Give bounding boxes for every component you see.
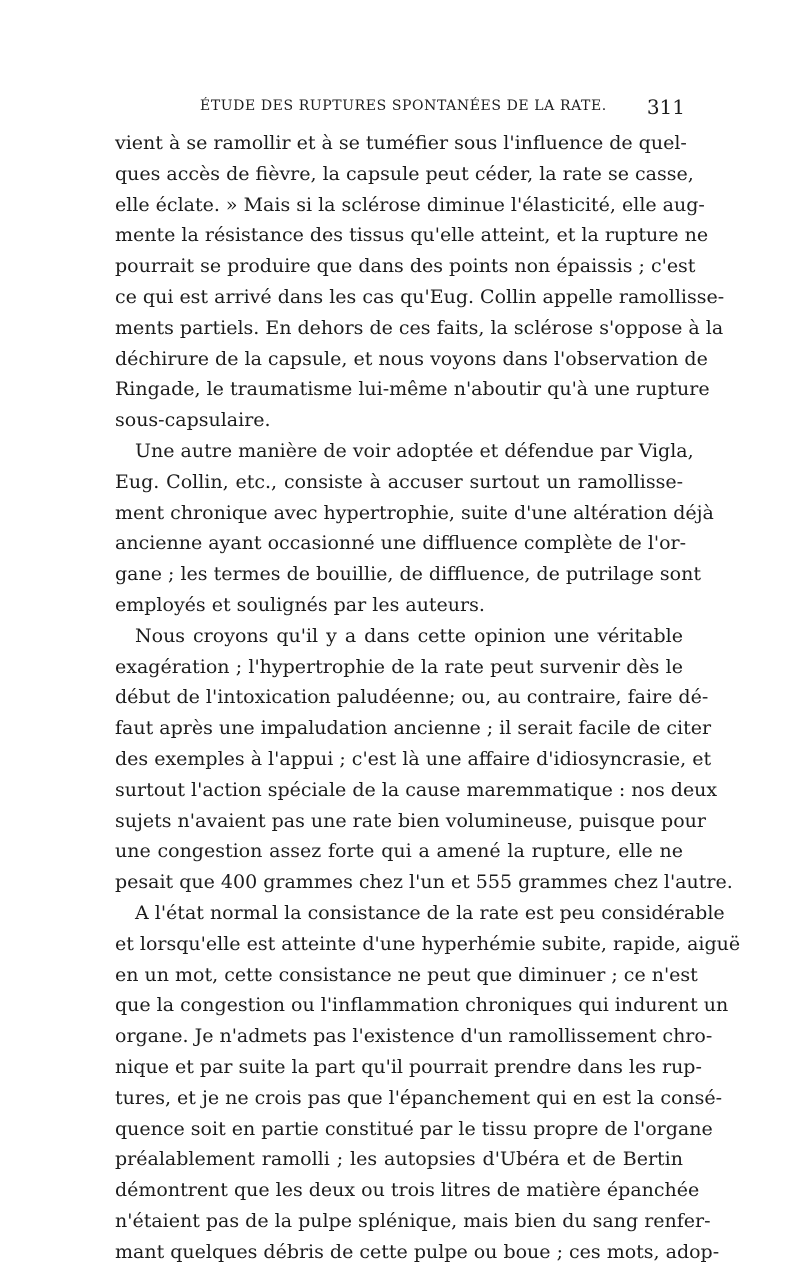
text-line: nique et par suite la part qu'il pourrait prendre dans les rup- bbox=[115, 1055, 702, 1078]
text-line: et lorsqu'elle est atteinte d'une hyperhémie subite, rapide, aiguë bbox=[115, 932, 741, 955]
text-line: n'étaient pas de la pulpe splénique, mais bien du sang renfer- bbox=[115, 1209, 711, 1232]
text-line: pourrait se produire que dans des points non épaissis ; c'est bbox=[115, 255, 696, 278]
text-line: gane ; les termes de bouillie, de diffluence, de putrilage sont bbox=[115, 563, 701, 586]
text-line: vient à se ramollir et à se tuméfier sous l'influence de quel- bbox=[115, 132, 687, 154]
text-line: organe. Je n'admets pas l'existence d'un ramollissement chro- bbox=[115, 1025, 713, 1048]
text-line: en un mot, cette consistance ne peut que diminuer ; ce n'est bbox=[115, 963, 698, 986]
text-line: mente la résistance des tissus qu'elle atteint, et la rupture ne bbox=[115, 224, 709, 247]
text-line: employés et soulignés par les auteurs. bbox=[115, 593, 485, 616]
text-line: Une autre manière de voir adoptée et défendue par Vigla, bbox=[135, 439, 694, 462]
text-line: déchirure de la capsule, et nous voyons dans l'observation de bbox=[115, 347, 708, 370]
text-line: que la congestion ou l'inflammation chroniques qui indurent un bbox=[115, 994, 729, 1017]
text-line: elle éclate. » Mais si la sclérose diminue l'élasticité, elle aug- bbox=[115, 193, 705, 216]
text-line: A l'état normal la consistance de la rate est peu considérable bbox=[135, 901, 725, 924]
text-line: préalablement ramolli ; les autopsies d'Ubéra et de Bertin bbox=[115, 1148, 683, 1171]
text-line: Ringade, le traumatisme lui-même n'aboutir qu'à une rupture bbox=[115, 378, 710, 401]
text-line: début de l'intoxication paludéenne; ou, au contraire, faire dé- bbox=[115, 686, 709, 709]
text-line: Eug. Collin, etc., consiste à accuser surtout un ramollisse- bbox=[115, 470, 683, 493]
body-text bbox=[115, 128, 741, 1267]
text-line: des exemples à l'appui ; c'est là une affaire d'idiosyncrasie, et bbox=[115, 747, 712, 770]
text-line: surtout l'action spéciale de la cause maremmatique : nos deux bbox=[115, 778, 718, 801]
text-line: démontrent que les deux ou trois litres de matière épanchée bbox=[115, 1179, 700, 1202]
text-line: une congestion assez forte qui a amené la rupture, elle ne bbox=[115, 840, 683, 863]
page-header bbox=[115, 95, 685, 121]
text-line: sujets n'avaient pas une rate bien volumineuse, puisque pour bbox=[115, 809, 706, 832]
text-line: ancienne ayant occasionné une diffluence complète de l'or- bbox=[115, 532, 687, 555]
text-line: exagération ; l'hypertrophie de la rate peut survenir dès le bbox=[115, 655, 683, 678]
text-line: ques accès de fièvre, la capsule peut céder, la rate se casse, bbox=[115, 162, 694, 185]
text-line: tures, et je ne crois pas que l'épanchement qui en est la consé- bbox=[115, 1086, 723, 1109]
text-line: faut après une impaludation ancienne ; il serait facile de citer bbox=[115, 717, 712, 740]
text-line: Nous croyons qu'il y a dans cette opinion une véritable bbox=[135, 624, 683, 647]
text-line: ments partiels. En dehors de ces faits, la sclérose s'oppose à la bbox=[115, 316, 724, 339]
page-number: 311 bbox=[646, 95, 685, 119]
text-line: pesait que 400 grammes chez l'un et 555 grammes chez l'autre. bbox=[115, 871, 733, 894]
text-line: sous-capsulaire. bbox=[115, 409, 271, 432]
text-line: mant quelques débris de cette pulpe ou boue ; ces mots, adop- bbox=[115, 1240, 720, 1263]
text-line: ment chronique avec hypertrophie, suite d'une altération déjà bbox=[115, 501, 714, 524]
text-line: quence soit en partie constitué par le tissu propre de l'organe bbox=[115, 1117, 713, 1140]
running-title: ÉTUDE DES RUPTURES SPONTANÉES DE LA RATE. bbox=[200, 98, 607, 114]
text-line: ce qui est arrivé dans les cas qu'Eug. Collin appelle ramollisse- bbox=[115, 285, 725, 308]
